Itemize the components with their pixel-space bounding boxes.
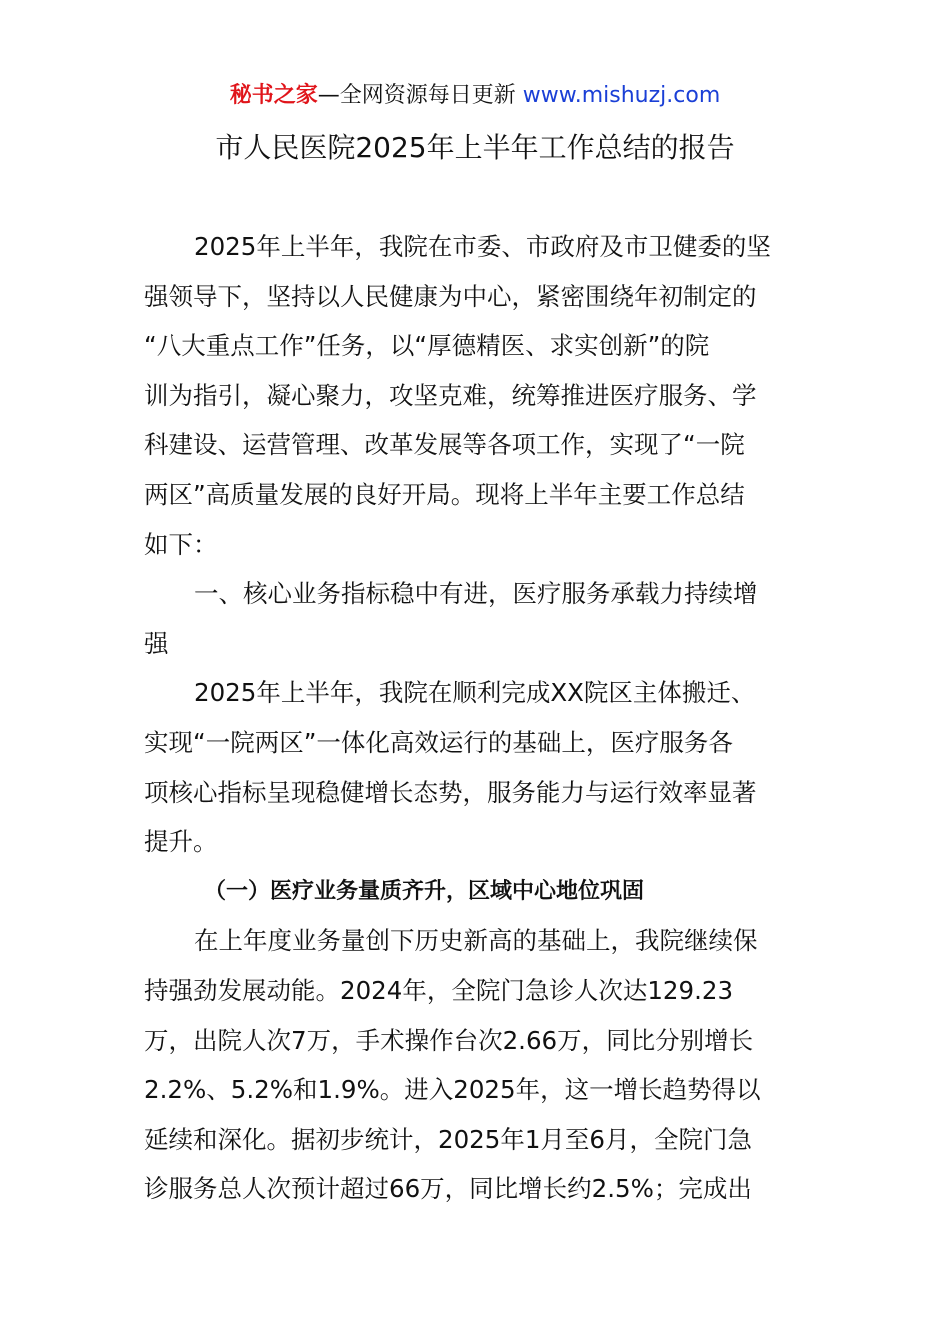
paragraph-line: 强领导下，坚持以人民健康为中心，紧密围绕年初制定的 bbox=[144, 281, 757, 311]
site-url-link[interactable]: www.mishuzj.com bbox=[522, 83, 721, 108]
paragraph-line: 诊服务总人次预计超过66万，同比增长约2.5%；完成出 bbox=[144, 1174, 752, 1204]
subsection-heading: （一）医疗业务量质齐升，区域中心地位巩固 bbox=[204, 878, 645, 904]
document-title: 市人民医院2025年上半年工作总结的报告 bbox=[215, 131, 735, 164]
site-tagline: —全网资源每日更新 bbox=[317, 83, 516, 108]
paragraph-line: 2025年上半年，我院在顺利完成XX院区主体搬迁、 bbox=[194, 678, 756, 708]
paragraph-line: 实现“一院两区”一体化高效运行的基础上，医疗服务各 bbox=[144, 727, 733, 757]
paragraph-line: 持强劲发展动能。2024年，全院门急诊人次达129.23 bbox=[144, 975, 734, 1005]
paragraph-line: 2025年上半年，我院在市委、市政府及市卫健委的坚 bbox=[194, 232, 771, 261]
paragraph-line: 在上年度业务量创下历史新高的基础上，我院继续保 bbox=[194, 926, 758, 956]
site-header bbox=[0, 80, 950, 112]
document-body bbox=[144, 222, 808, 1214]
paragraph-line: 如下： bbox=[144, 529, 218, 559]
paragraph-line: 延续和深化。据初步统计，2025年1月至6月，全院门急 bbox=[144, 1124, 753, 1154]
paragraph-line: 2.2%、5.2%和1.9%。进入2025年，这一增长趋势得以 bbox=[144, 1075, 761, 1105]
paragraph-line: 训为指引，凝心聚力，攻坚克难，统筹推进医疗服务、学 bbox=[144, 380, 757, 410]
paragraph-line: “八大重点工作”任务，以“厚德精医、求实创新”的院 bbox=[144, 331, 710, 361]
paragraph-line: 两区”高质量发展的良好开局。现将上半年主要工作总结 bbox=[144, 479, 745, 509]
section-heading-line: 一、核心业务指标稳中有进，医疗服务承载力持续增 bbox=[194, 579, 758, 609]
paragraph-line: 万，出院人次7万，手术操作台次2.66万，同比分别增长 bbox=[144, 1025, 754, 1055]
paragraph-line: 项核心指标呈现稳健增长态势，服务能力与运行效率显著 bbox=[144, 777, 757, 807]
section-heading-line: 强 bbox=[144, 628, 169, 658]
paragraph-line: 科建设、运营管理、改革发展等各项工作，实现了“一院 bbox=[144, 430, 745, 460]
paragraph-line: 提升。 bbox=[144, 827, 218, 857]
site-brand: 秘书之家 bbox=[229, 83, 318, 108]
